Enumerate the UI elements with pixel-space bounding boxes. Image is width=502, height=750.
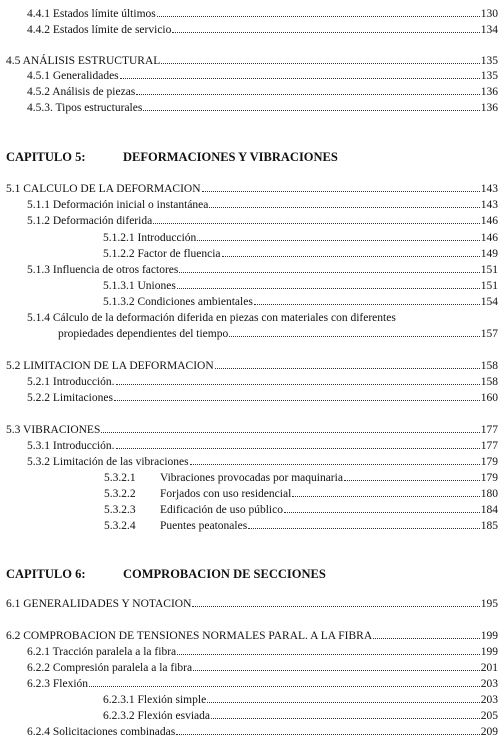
toc-entry-text: 6.2.3 Flexión	[27, 678, 89, 690]
toc-page-number: 203	[480, 694, 498, 706]
leader-dots	[344, 480, 480, 481]
leader-dots	[177, 288, 480, 289]
toc-entry-text: 5.3.2 Limitación de las vibraciones	[27, 456, 189, 468]
leader-dots	[211, 718, 480, 719]
toc-page-number: 180	[480, 488, 498, 500]
toc-entry	[0, 440, 502, 453]
toc-entry	[0, 662, 502, 675]
toc-page-number: 199	[480, 646, 498, 658]
toc-entry-text: 6.2.4 Solicitaciones combinadas	[27, 726, 176, 738]
toc-entry	[0, 392, 502, 405]
toc-entry-text: 4.5.2 Análisis de piezas	[27, 86, 136, 98]
toc-entry	[0, 376, 502, 389]
toc-entry-text: Puentes peatonales	[160, 520, 248, 532]
leader-dots	[284, 512, 480, 513]
leader-dots	[120, 78, 480, 79]
toc-entry	[0, 312, 502, 325]
leader-dots	[177, 654, 480, 655]
toc-entry-number: 5.3.2.3	[104, 504, 136, 516]
toc-page-number: 143	[480, 183, 498, 195]
leader-dots	[176, 734, 480, 735]
toc-page-number: 177	[480, 424, 498, 436]
toc-entry	[0, 328, 502, 341]
toc-entry-text: 6.2 COMPROBACION DE TENSIONES NORMALES PARAL. A LA FIBRA	[6, 630, 373, 642]
toc-page-number: 154	[480, 296, 498, 308]
leader-dots	[143, 110, 479, 111]
toc-entry	[0, 86, 502, 99]
toc-entry	[0, 472, 502, 485]
toc-entry-text: 5.1.3.1 Uniones	[103, 280, 176, 292]
toc-entry	[0, 296, 502, 309]
toc-entry-number: 5.3.2.4	[104, 520, 136, 532]
toc-page-number: 151	[480, 264, 498, 276]
toc-page-number: 184	[480, 504, 498, 516]
toc-page-number: 195	[480, 598, 498, 610]
toc-entry	[0, 360, 502, 373]
chapter-title: DEFORMACIONES Y VIBRACIONES	[123, 150, 338, 164]
toc-entry-text: Edificación de uso público	[160, 504, 283, 516]
toc-entry-text: 5.2.2 Limitaciones	[27, 392, 113, 404]
toc-entry-text: 4.5 ANÁLISIS ESTRUCTURAL	[6, 55, 161, 67]
toc-entry-text: 5.1 CALCULO DE LA DEFORMACION	[6, 183, 201, 195]
leader-dots	[136, 94, 479, 95]
toc-entry-text: 4.5.3. Tipos estructurales	[27, 102, 143, 114]
toc-entry	[0, 504, 502, 517]
toc-page-number: 151	[480, 280, 498, 292]
toc-page-number: 143	[480, 199, 498, 211]
leader-dots	[89, 686, 480, 687]
toc-page-number: 177	[480, 440, 498, 452]
toc-entry	[0, 8, 502, 21]
leader-dots	[292, 496, 479, 497]
leader-dots	[101, 432, 479, 433]
toc-entry-text: 5.1.2 Deformación diferida	[27, 215, 153, 227]
leader-dots	[222, 256, 480, 257]
toc-page-number: 179	[480, 456, 498, 468]
toc-page-number: 160	[480, 392, 498, 404]
toc-entry	[0, 264, 502, 277]
toc-entry-text: 5.1.1 Deformación inicial o instantánea	[27, 199, 209, 211]
leader-dots	[114, 400, 480, 401]
toc-entry-text: 4.4.2 Estados límite de servicio	[27, 24, 172, 36]
toc-entry	[0, 520, 502, 533]
toc-page-number: 185	[480, 520, 498, 532]
toc-page-number: 199	[480, 630, 498, 642]
leader-dots	[192, 606, 479, 607]
toc-page-number: 158	[480, 376, 498, 388]
toc-entry-text: 5.1.3.2 Condiciones ambientales	[103, 296, 253, 308]
chapter-label: CAPITULO 6:	[6, 567, 86, 581]
toc-entry	[0, 70, 502, 83]
toc-page-number: 205	[480, 710, 498, 722]
toc-entry-text: 6.2.3.1 Flexión simple	[103, 694, 207, 706]
toc-entry-text: 5.1.2.2 Factor de fluencia	[103, 248, 221, 260]
toc-entry	[0, 488, 502, 501]
toc-entry	[0, 24, 502, 37]
toc-page-number: 135	[480, 70, 498, 82]
toc-entry-text: 5.2 LIMITACION DE LA DEFORMACION	[6, 360, 214, 372]
toc-page-number: 158	[480, 360, 498, 372]
leader-dots	[179, 272, 479, 273]
toc-entry-text: 5.3 VIBRACIONES	[6, 424, 101, 436]
toc-entry-text: 6.2.3.2 Flexión esviada	[103, 710, 210, 722]
toc-page-number: 179	[480, 472, 498, 484]
toc-entry-text: 6.2.1 Tracción paralela a la fibra	[27, 646, 177, 658]
leader-dots	[153, 223, 480, 224]
toc-entry-text: Forjados con uso residencial	[160, 488, 292, 500]
toc-page-number: 149	[480, 248, 498, 260]
toc-page-number: 135	[480, 55, 498, 67]
toc-entry	[0, 102, 502, 115]
leader-dots	[197, 240, 479, 241]
toc-entry	[0, 199, 502, 212]
toc-entry-text: 4.5.1 Generalidades	[27, 70, 119, 82]
toc-page-number: 130	[480, 8, 498, 20]
leader-dots	[254, 304, 480, 305]
toc-page-number: 209	[480, 726, 498, 738]
toc-page-number: 146	[480, 232, 498, 244]
toc-entry-text: 5.1.4 Cálculo de la deformación diferida en piezas con materiales con diferentes	[27, 312, 396, 324]
toc-entry-text: 5.3.1 Introducción.	[27, 440, 115, 452]
toc-entry	[0, 598, 502, 611]
toc-entry-number: 5.3.2.1	[104, 472, 136, 484]
chapter-label: CAPITULO 5:	[6, 150, 86, 164]
toc-entry-text: 4.4.1 Estados límite últimos	[27, 8, 156, 20]
toc-page-number: 146	[480, 215, 498, 227]
leader-dots	[229, 336, 480, 337]
toc-entry	[0, 183, 502, 196]
toc-entry	[0, 678, 502, 691]
toc-entry	[0, 710, 502, 723]
leader-dots	[116, 384, 480, 385]
toc-entry	[0, 55, 502, 68]
chapter-title: COMPROBACION DE SECCIONES	[123, 567, 326, 581]
toc-entry	[0, 248, 502, 261]
toc-entry-text: Vibraciones provocadas por maquinaria	[160, 472, 343, 484]
leader-dots	[207, 702, 480, 703]
toc-page-number: 134	[480, 24, 498, 36]
toc-page-number: 203	[480, 678, 498, 690]
toc-entry-text: 6.1 GENERALIDADES Y NOTACION	[6, 598, 192, 610]
toc-entry-text: 6.2.2 Compresión paralela a la fibra	[27, 662, 193, 674]
toc-entry-text: 5.1.2.1 Introducción	[103, 232, 197, 244]
toc-entry-text: 5.2.1 Introducción.	[27, 376, 115, 388]
leader-dots	[116, 448, 480, 449]
toc-entry	[0, 726, 502, 739]
toc-page-number: 136	[480, 86, 498, 98]
toc-entry	[0, 424, 502, 437]
leader-dots	[193, 670, 480, 671]
toc-page-number: 157	[480, 328, 498, 340]
leader-dots	[190, 464, 480, 465]
leader-dots	[202, 191, 480, 192]
toc-entry	[0, 646, 502, 659]
leader-dots	[172, 32, 479, 33]
toc-entry	[0, 215, 502, 228]
toc-entry	[0, 280, 502, 293]
toc-page-number: 136	[480, 102, 498, 114]
toc-entry	[0, 232, 502, 245]
leader-dots	[373, 638, 480, 639]
leader-dots	[209, 207, 479, 208]
toc-entry	[0, 630, 502, 643]
leader-dots	[157, 16, 480, 17]
leader-dots	[161, 63, 479, 64]
toc-page-number: 201	[480, 662, 498, 674]
toc-entry-text: propiedades dependientes del tiempo	[58, 328, 229, 340]
toc-entry-text: 5.1.3 Influencia de otros factores	[27, 264, 179, 276]
toc-entry	[0, 694, 502, 707]
leader-dots	[215, 368, 480, 369]
leader-dots	[248, 528, 480, 529]
toc-entry-number: 5.3.2.2	[104, 488, 136, 500]
toc-entry	[0, 456, 502, 469]
